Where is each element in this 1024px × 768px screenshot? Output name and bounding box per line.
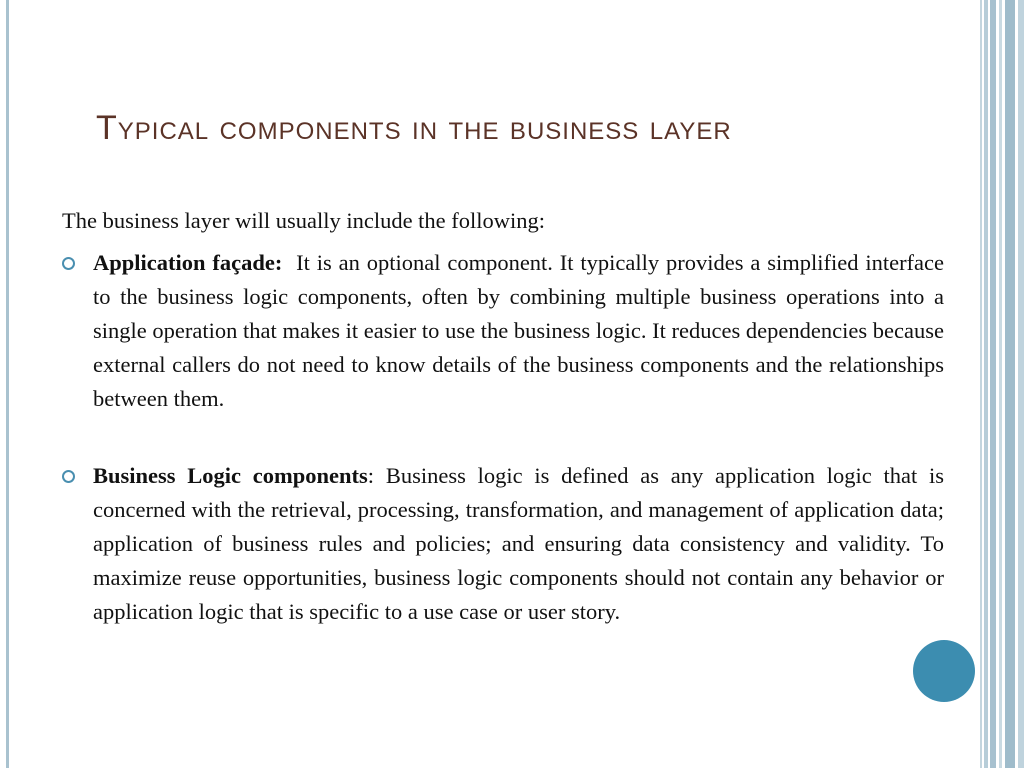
bullet-separator	[282, 250, 296, 275]
bullet-text	[93, 459, 944, 629]
right-stripe	[999, 0, 1002, 768]
slide-title: Typical components in the business layer	[96, 109, 732, 147]
bullet-body: It is an optional component. It typically provides a simplified interface to the business logic components, often by combining multiple business operations into a single operation that makes it easier to use the business logic. It reduces dependencies because external callers do not need to know details of the business components and the relationships between them.	[93, 250, 945, 411]
right-stripe	[990, 0, 996, 768]
bullet-term: Business Logic components	[93, 463, 368, 488]
right-stripe	[980, 0, 982, 768]
left-border-line	[6, 0, 9, 768]
bullet-item-business-logic	[62, 459, 944, 665]
bullet-separator: :	[367, 463, 386, 488]
bullet-term: Application façade:	[93, 250, 283, 275]
right-stripe	[1018, 0, 1024, 768]
bullet-body: Business logic is defined as any application logic that is concerned with the retrieval, processing, transformation, and management of application data; application of business rules and policies; and ensuring data consistency and validity. To maximize reuse opportunities, business logic components should not contain any behavior or application logic that is specific to a use case or user story.	[93, 463, 944, 624]
filled-circle-decoration	[913, 640, 975, 702]
right-stripe	[984, 0, 988, 768]
right-stripe	[1005, 0, 1015, 768]
bullet-text	[93, 246, 944, 416]
intro-text: The business layer will usually include the following:	[62, 208, 546, 233]
hollow-circle-bullet-icon	[62, 470, 75, 483]
bullet-item-application-facade	[62, 246, 944, 452]
hollow-circle-bullet-icon	[62, 257, 75, 270]
